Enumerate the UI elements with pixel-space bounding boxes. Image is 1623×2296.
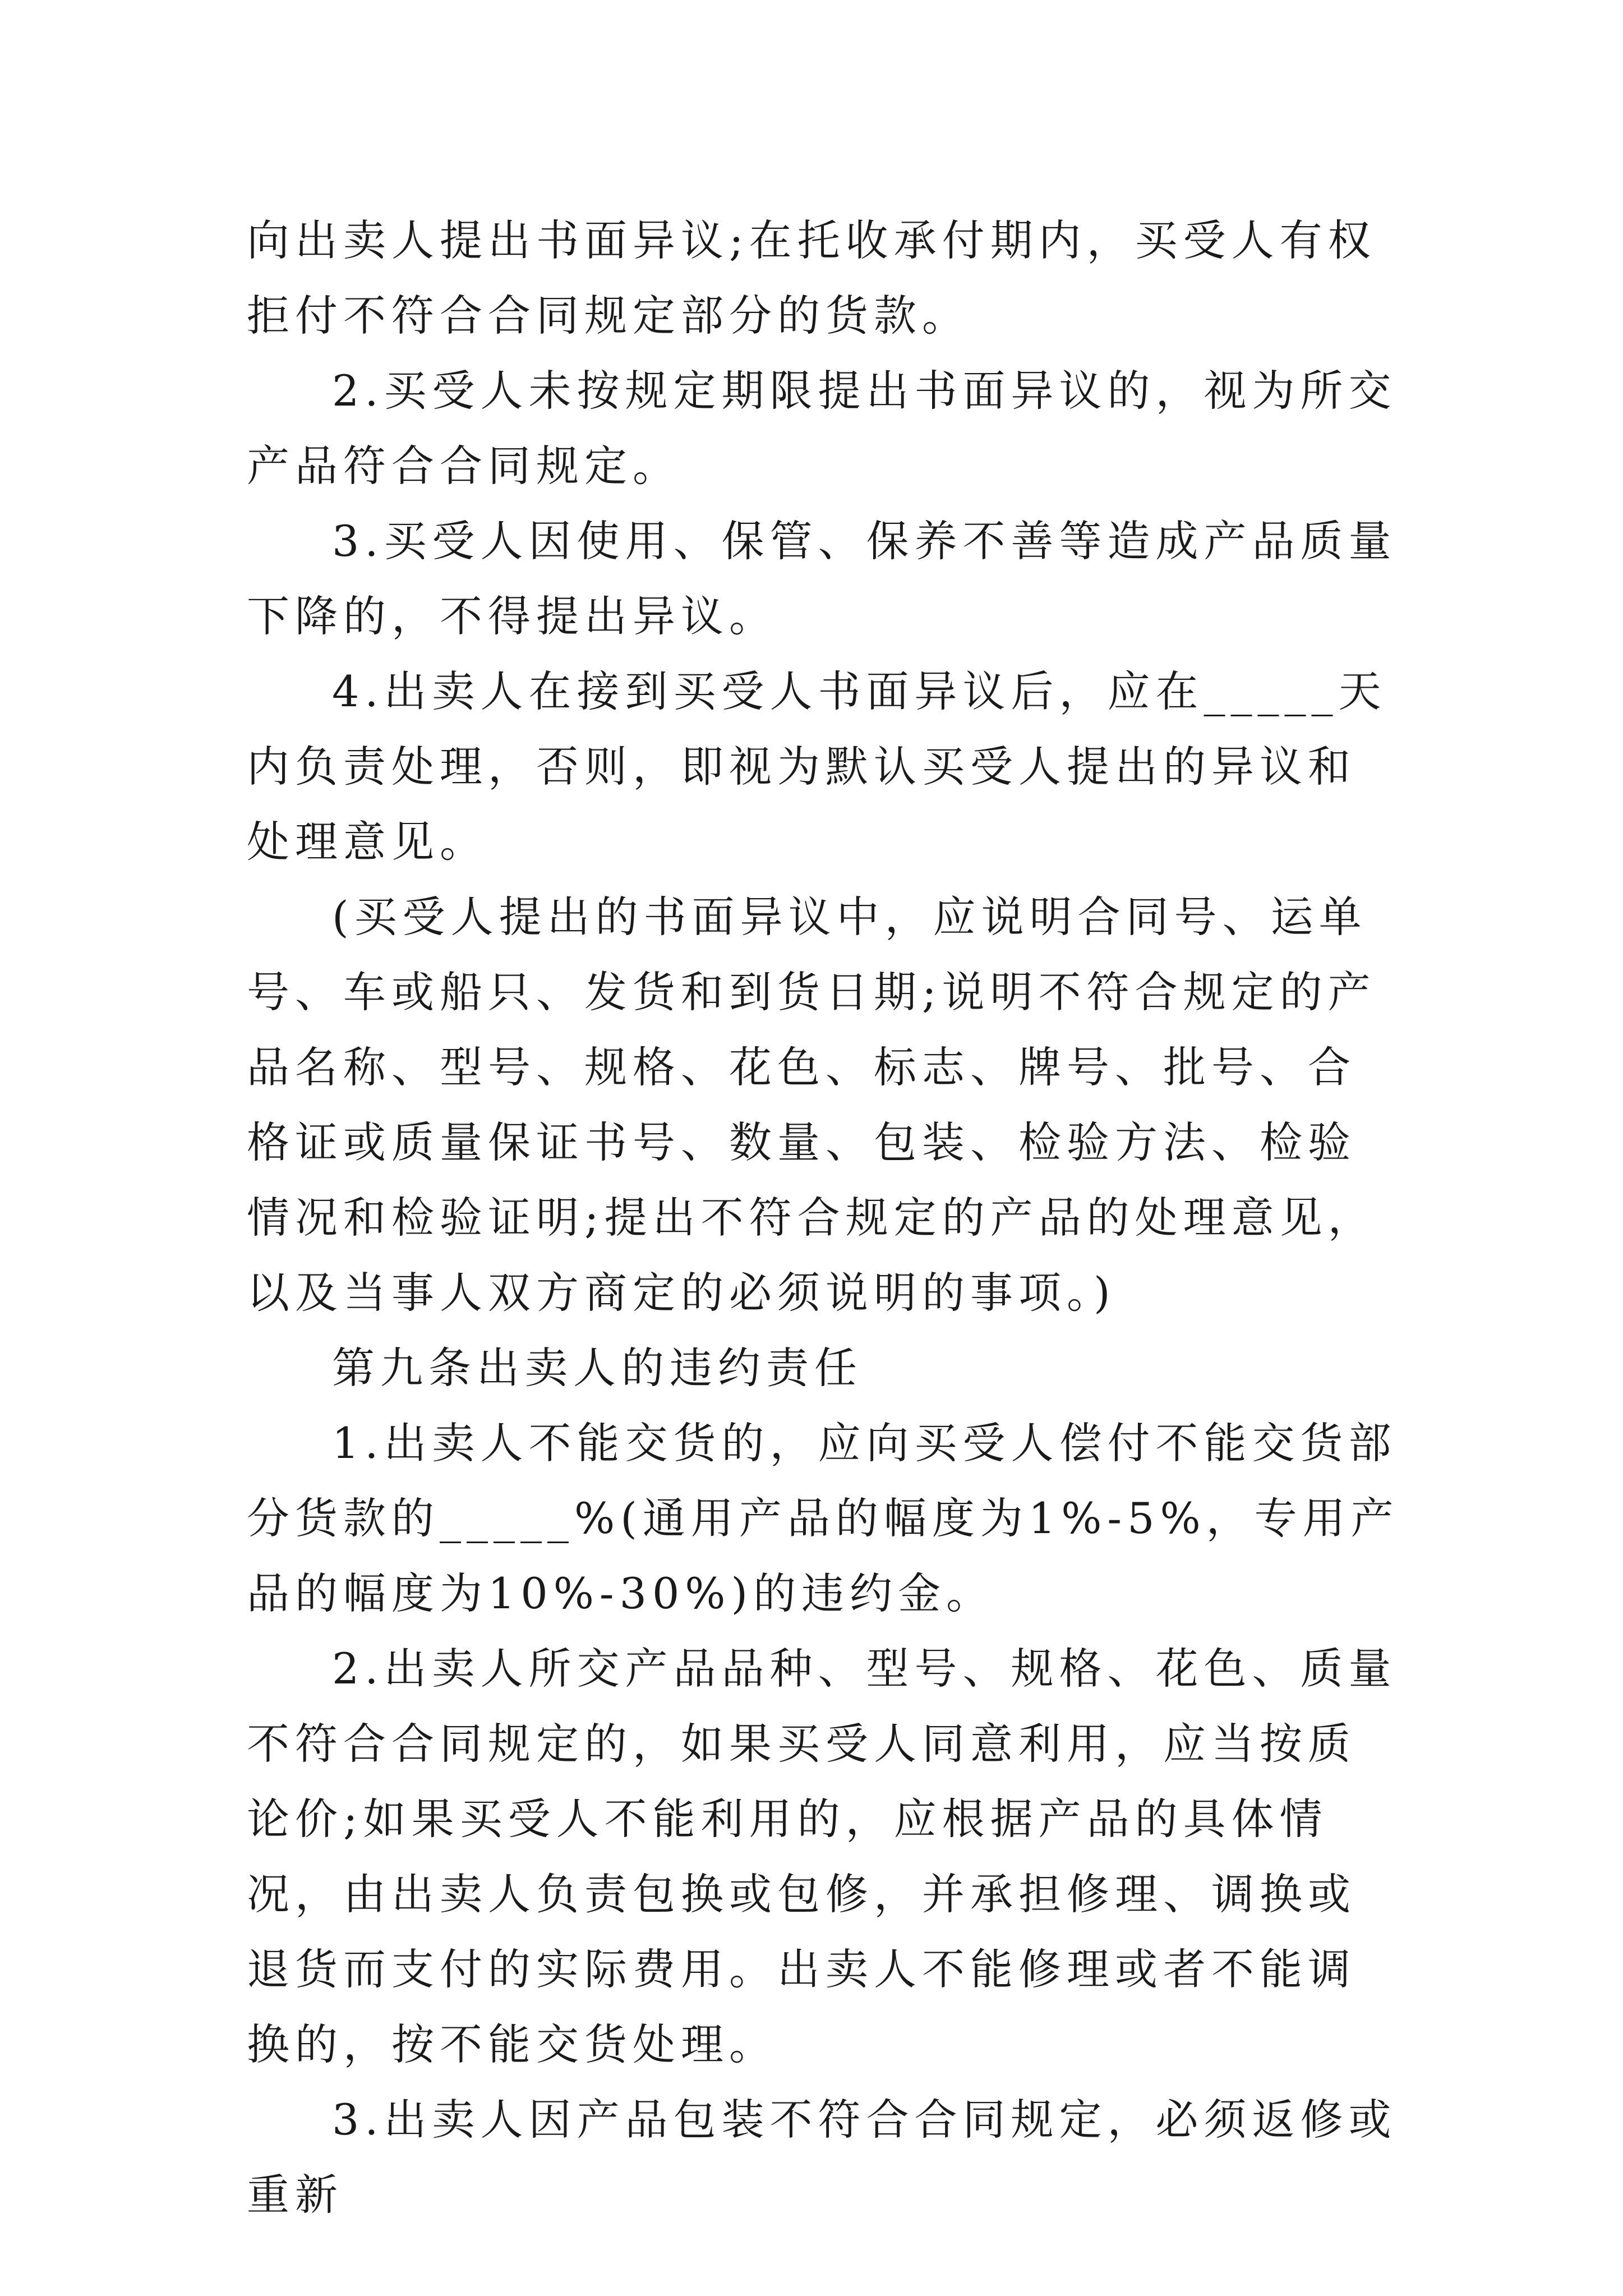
document-body bbox=[247, 203, 1402, 2233]
paragraph-item-4: 4.出卖人在接到买受人书面异议后，应在_____天内负责处理，否则，即视为默认买受人提出的异议和处理意见。 bbox=[247, 666, 1387, 867]
paragraph-objection-continued: 向出卖人提出书面异议;在托收承付期内，买受人有权拒付不符合合同规定部分的货款。 bbox=[247, 215, 1376, 341]
paragraph-seller-item-3: 3.出卖人因产品包装不符合合同规定，必须返修或重新 bbox=[247, 2095, 1397, 2220]
paragraph-item-3: 3.买受人因使用、保管、保养不善等造成产品质量下降的，不得提出异议。 bbox=[247, 516, 1397, 641]
article-9-heading: 第九条出卖人的违约责任 bbox=[332, 1343, 863, 1393]
paragraph-seller-item-2: 2.出卖人所交产品品种、型号、规格、花色、质量不符合合同规定的，如果买受人同意利用，应当按质论价;如果买受人不能利用的，应根据产品的具体情况，由出卖人负责包换或包修，并承担修理、调换或退货而支付的实际费用。出卖人不能修理或者不能调换的，按不能交货处理。 bbox=[247, 1644, 1397, 2069]
paragraph-objection-note: (买受人提出的书面异议中，应说明合同号、运单号、车或船只、发货和到货日期;说明不符合规定的产品名称、型号、规格、花色、标志、牌号、批号、合格证或质量保证书号、数量、包装、检验方法、检验情况和检验证明;提出不符合规定的产品的处理意见，以及当事人双方商定的必须说明的事项。) bbox=[247, 892, 1376, 1318]
paragraph-seller-item-1: 1.出卖人不能交货的，应向买受人偿付不能交货部分货款的_____%(通用产品的幅度为1%-5%，专用产品的幅度为10%-30%)的违约金。 bbox=[247, 1418, 1399, 1618]
paragraph-item-2: 2.买受人未按规定期限提出书面异议的，视为所交产品符合合同规定。 bbox=[247, 366, 1397, 491]
